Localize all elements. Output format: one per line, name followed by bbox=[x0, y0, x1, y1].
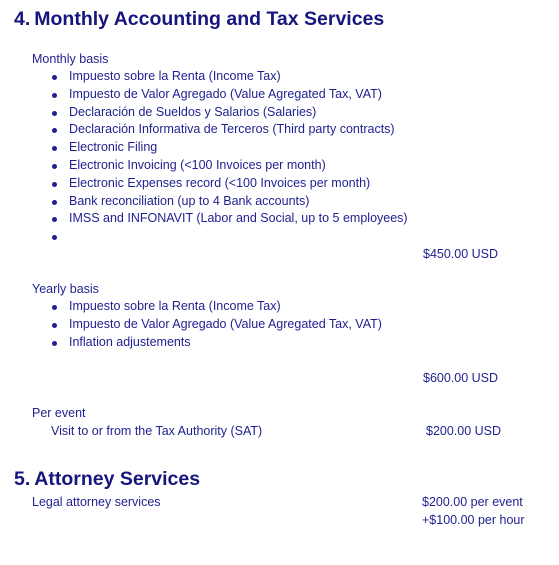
per-event-price: $200.00 USD bbox=[426, 424, 502, 438]
list-item: Impuesto de Valor Agregado (Value Agregated Tax, VAT) bbox=[32, 86, 408, 104]
per-event-item: Visit to or from the Tax Authority (SAT) bbox=[51, 424, 263, 438]
section-4-heading bbox=[14, 8, 384, 31]
list-item: Impuesto sobre la Renta (Income Tax) bbox=[32, 68, 408, 86]
section-5-heading bbox=[14, 468, 200, 491]
yearly-price: $600.00 USD bbox=[423, 371, 499, 385]
list-item: Electronic Filing bbox=[32, 139, 408, 157]
per-event-label: Per event bbox=[32, 406, 86, 420]
attorney-price-per-event: $200.00 per event bbox=[422, 495, 523, 509]
section-4-title: Monthly Accounting and Tax Services bbox=[34, 8, 385, 30]
list-item: Electronic Invoicing (<100 Invoices per month) bbox=[32, 157, 408, 175]
list-item bbox=[32, 228, 408, 246]
yearly-basis-label: Yearly basis bbox=[32, 282, 99, 296]
list-item: Declaración Informativa de Terceros (Third party contracts) bbox=[32, 121, 408, 139]
attorney-price-per-hour: +$100.00 per hour bbox=[422, 513, 525, 527]
yearly-items-list bbox=[32, 298, 382, 351]
list-item: IMSS and INFONAVIT (Labor and Social, up to 5 employees) bbox=[32, 210, 408, 228]
section-4-number: 4. bbox=[14, 8, 31, 30]
monthly-basis-label: Monthly basis bbox=[32, 52, 109, 66]
list-item: Inflation adjustements bbox=[32, 334, 382, 352]
list-item: Impuesto sobre la Renta (Income Tax) bbox=[32, 298, 382, 316]
attorney-services-item: Legal attorney services bbox=[32, 495, 161, 509]
list-item: Impuesto de Valor Agregado (Value Agregated Tax, VAT) bbox=[32, 316, 382, 334]
monthly-price: $450.00 USD bbox=[423, 247, 499, 261]
monthly-items-list bbox=[32, 68, 408, 246]
section-5-title: Attorney Services bbox=[34, 468, 201, 490]
list-item: Electronic Expenses record (<100 Invoices per month) bbox=[32, 175, 408, 193]
section-5-number: 5. bbox=[14, 468, 31, 490]
list-item: Bank reconciliation (up to 4 Bank accounts) bbox=[32, 193, 408, 211]
list-item: Declaración de Sueldos y Salarios (Salaries) bbox=[32, 104, 408, 122]
